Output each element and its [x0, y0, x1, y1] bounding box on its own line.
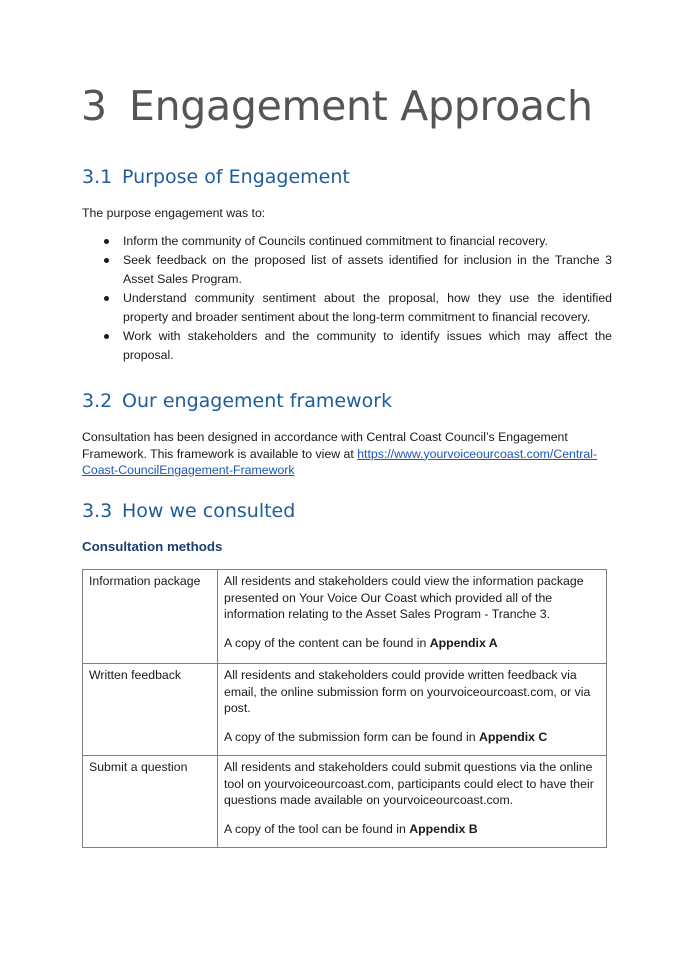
method-cell [218, 756, 607, 848]
method-description: All residents and stakeholders could provide written feedback via email, the online submission form on yourvoiceourcoast.com, or via post. [224, 668, 591, 715]
method-description: All residents and stakeholders could submit questions via the online tool on yourvoiceourcoast.com, participants could elect to have their questions made available on yourvoiceourcoast.com. [224, 760, 594, 807]
purpose-intro: The purpose engagement was to: [82, 206, 266, 220]
purpose-heading [82, 166, 350, 188]
method-name: Written feedback [83, 664, 218, 756]
consulted-title: How we consulted [122, 500, 296, 522]
consulted-number: 3.3 [82, 500, 113, 522]
framework-text: Consultation has been designed in accordance with Central Coast Council’s Engagement Framework. This framework is available to view at [82, 430, 568, 461]
consulted-heading [82, 500, 295, 522]
list-item: Inform the community of Councils continued commitment to financial recovery. [82, 232, 612, 251]
list-item: Seek feedback on the proposed list of assets identified for inclusion in the Tranche 3 Asset Sales Program. [82, 251, 612, 289]
section-number: 3 [81, 82, 107, 130]
appendix-label: Appendix A [429, 635, 498, 650]
section-title: Engagement Approach [129, 82, 593, 130]
copy-text: A copy of the tool can be found in [224, 821, 410, 836]
framework-heading [82, 390, 392, 412]
methods-heading: Consultation methods [82, 539, 223, 554]
purpose-title: Purpose of Engagement [122, 166, 350, 188]
table-row [83, 756, 607, 848]
method-cell [218, 570, 607, 664]
section-heading [81, 82, 593, 130]
appendix-label: Appendix C [478, 729, 548, 744]
table-row [83, 664, 607, 756]
framework-title: Our engagement framework [122, 390, 393, 412]
method-appendix-ref [224, 635, 600, 652]
method-name: Information package [83, 570, 218, 664]
list-item: Work with stakeholders and the community to identify issues which may affect the proposal. [82, 327, 612, 365]
copy-text: A copy of the submission form can be found in [224, 729, 479, 744]
appendix-label: Appendix B [409, 821, 478, 836]
method-cell [218, 664, 607, 756]
method-appendix-ref [224, 821, 600, 838]
framework-number: 3.2 [82, 390, 113, 412]
purpose-number: 3.1 [82, 166, 113, 188]
method-name: Submit a question [83, 756, 218, 848]
method-appendix-ref [224, 729, 600, 746]
table-row [83, 570, 607, 664]
framework-link[interactable]: https://www.yourvoiceourcoast.com/Central-Coast-CouncilEngagement-Framework [82, 446, 598, 477]
consultation-methods-table [82, 569, 607, 848]
list-item: Understand community sentiment about the proposal, how they use the identified property and broader sentiment about the long-term commitment to financial recovery. [82, 289, 612, 327]
framework-paragraph [82, 429, 612, 479]
purpose-bullet-list [82, 232, 612, 365]
method-description: All residents and stakeholders could view the information package presented on Your Voice Our Coast which provided all of the information relating to the Asset Sales Program - Tranche 3. [224, 574, 584, 621]
copy-text: A copy of the content can be found in [224, 635, 430, 650]
